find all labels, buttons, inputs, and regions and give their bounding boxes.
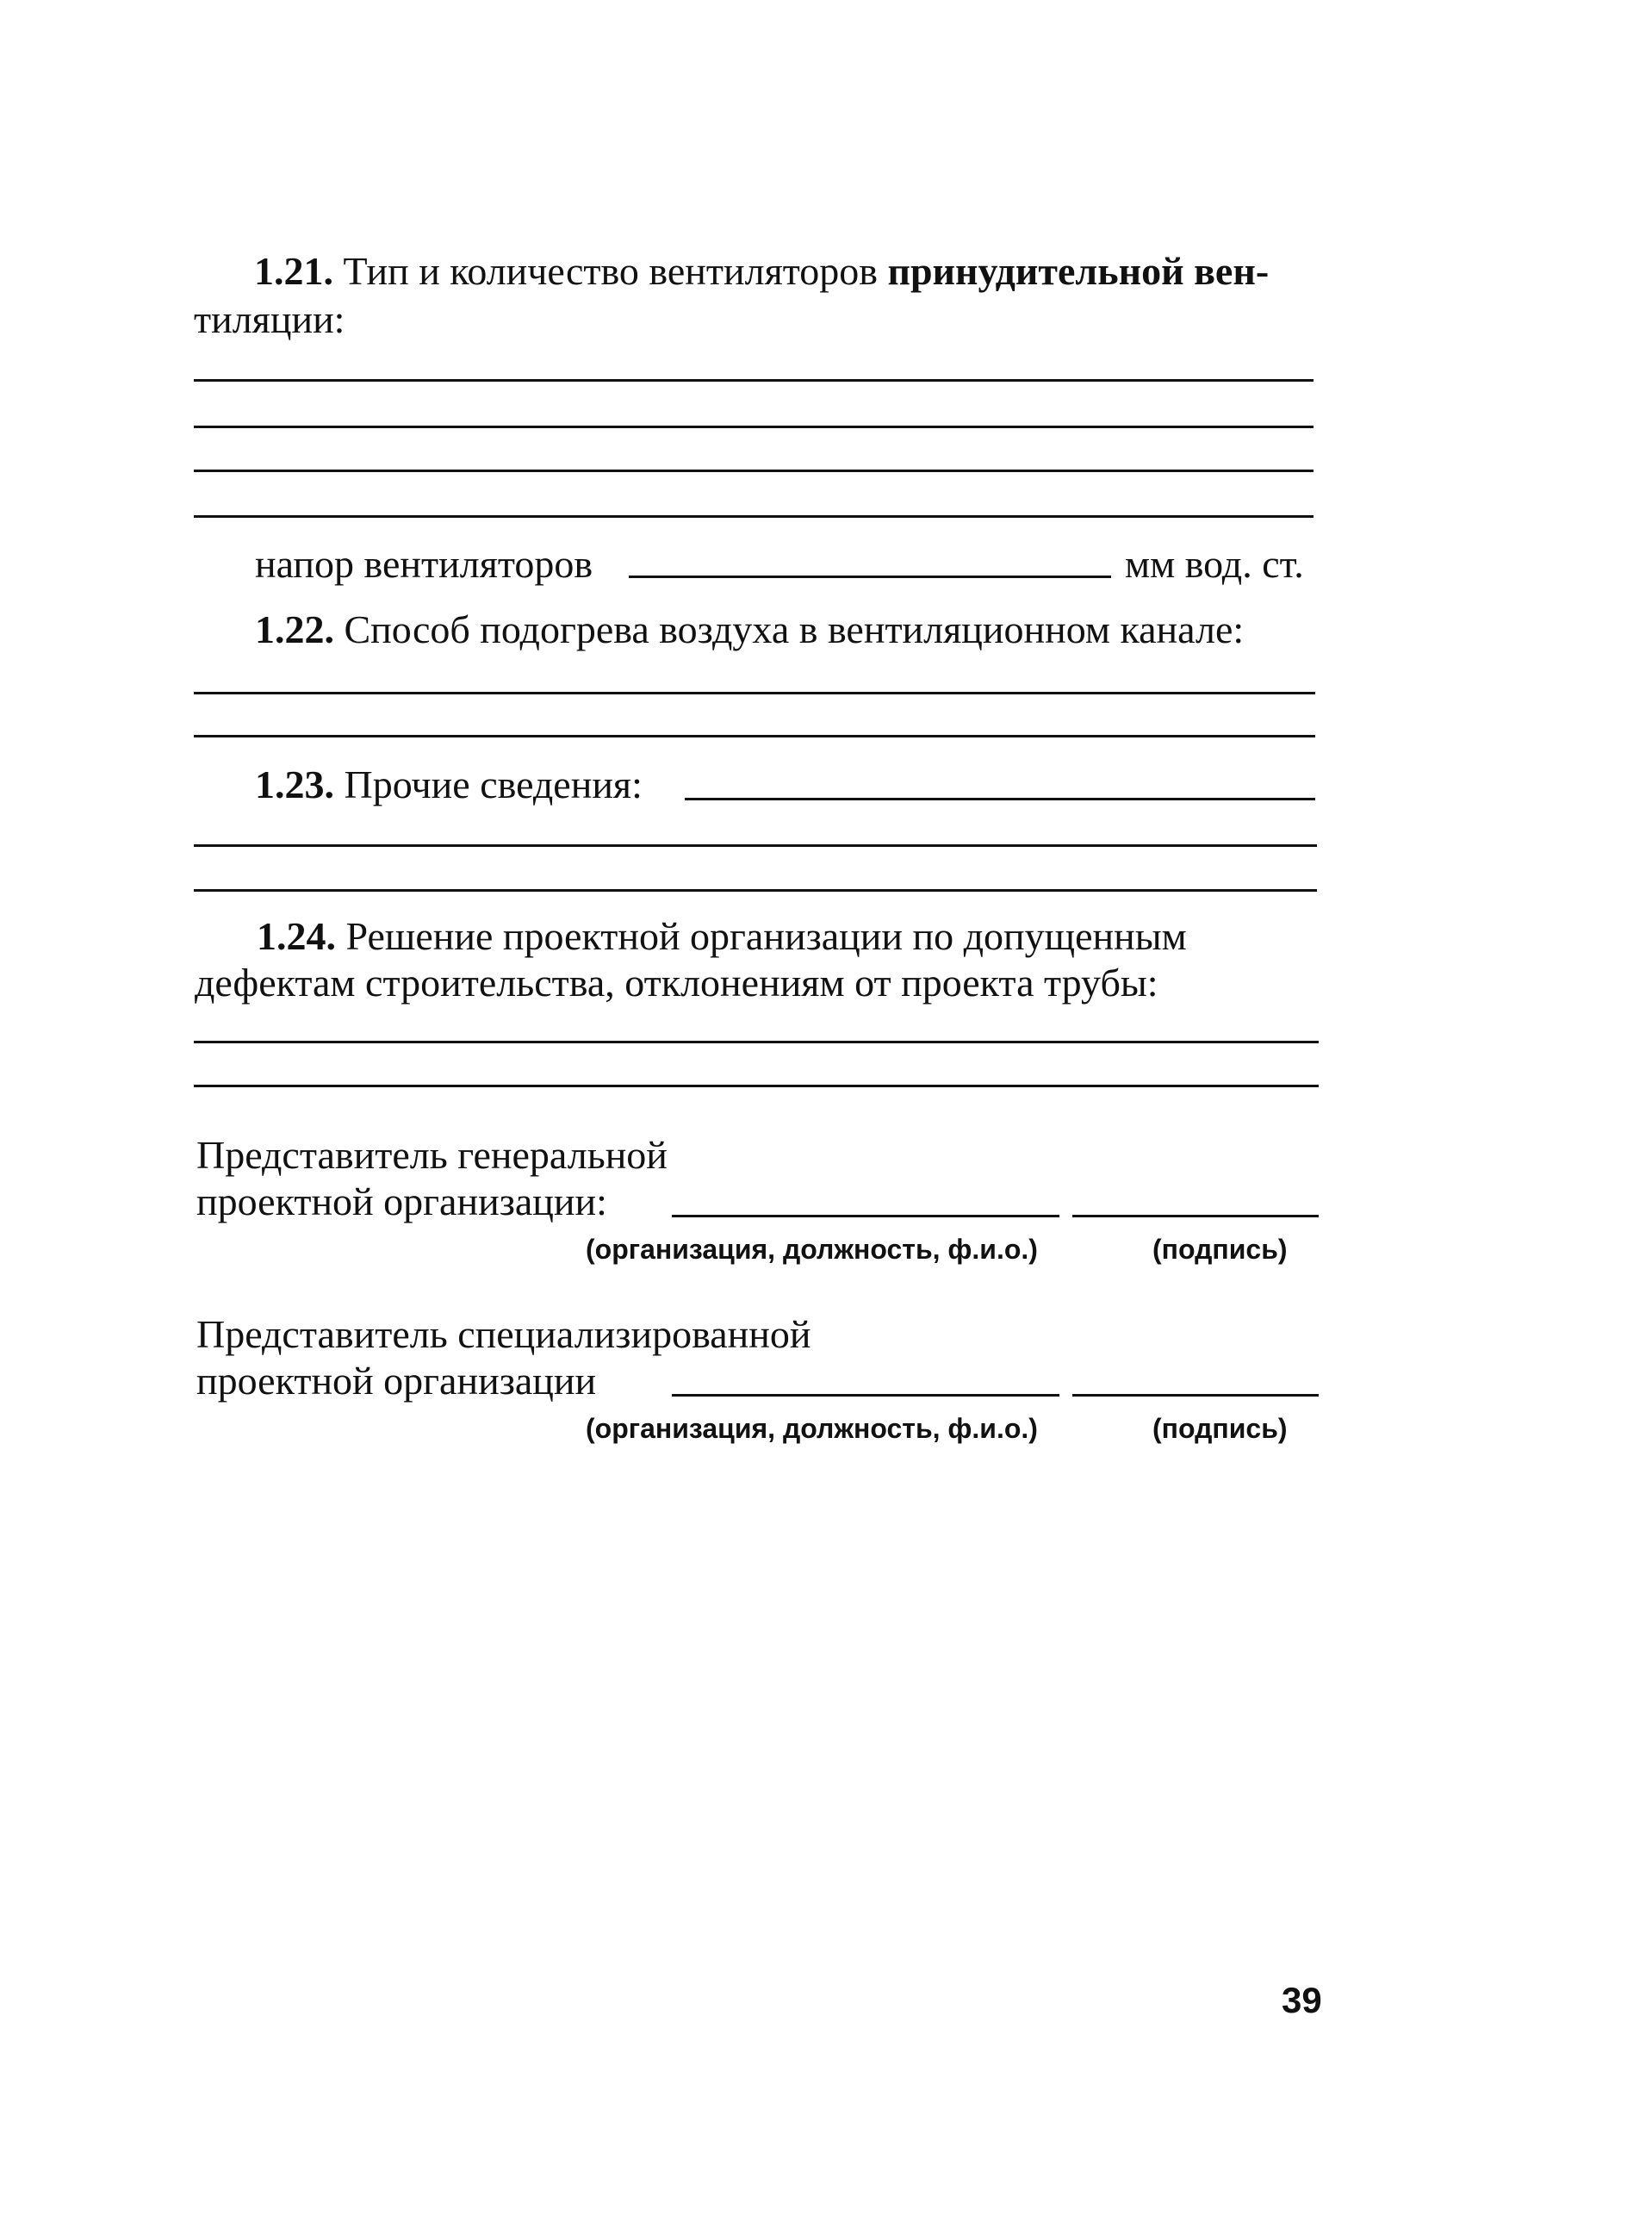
section-1-21-text: Тип и количество вентиляторов bbox=[343, 249, 878, 293]
fan-pressure-label: напор вентиляторов bbox=[255, 542, 593, 586]
section-1-21-line2: тиляции: bbox=[194, 297, 345, 341]
general-rep-org-field[interactable] bbox=[672, 1215, 1059, 1217]
page-number: 39 bbox=[1282, 1980, 1322, 2020]
section-1-24-line1 bbox=[257, 914, 1187, 958]
blank-line[interactable] bbox=[194, 735, 1315, 737]
general-rep-line1: Представитель генеральной bbox=[196, 1133, 668, 1177]
other-info-field[interactable] bbox=[685, 798, 1315, 800]
blank-line[interactable] bbox=[194, 844, 1317, 847]
special-rep-caption-org: (организация, должность, ф.и.о.) bbox=[586, 1413, 1038, 1444]
section-1-24-number: 1.24. bbox=[257, 914, 336, 958]
section-1-21-number: 1.21. bbox=[254, 249, 333, 293]
general-rep-line2: проектной организации: bbox=[196, 1179, 607, 1223]
special-rep-signature-field[interactable] bbox=[1072, 1394, 1319, 1397]
blank-line[interactable] bbox=[194, 470, 1314, 472]
blank-line[interactable] bbox=[194, 1041, 1319, 1043]
section-1-23-number: 1.23. bbox=[255, 762, 334, 806]
blank-line[interactable] bbox=[194, 426, 1314, 428]
section-1-22-text: Способ подогрева воздуха в вентиляционном канале: bbox=[344, 607, 1245, 651]
fan-pressure-field[interactable] bbox=[629, 576, 1111, 578]
blank-line[interactable] bbox=[194, 515, 1314, 518]
section-1-21-text-bold: принудительной вен- bbox=[887, 249, 1270, 293]
section-1-24-line2: дефектам строительства, отклонениям от проекта трубы: bbox=[195, 961, 1158, 1005]
fan-pressure-unit: мм вод. ст. bbox=[1125, 542, 1304, 586]
blank-line[interactable] bbox=[194, 889, 1317, 892]
special-rep-line1: Представитель специализированной bbox=[196, 1312, 811, 1356]
special-rep-org-field[interactable] bbox=[672, 1394, 1059, 1397]
section-1-23-text: Прочие сведения: bbox=[344, 762, 643, 806]
blank-line[interactable] bbox=[194, 692, 1315, 694]
section-1-21-line1 bbox=[254, 249, 1270, 293]
blank-line[interactable] bbox=[194, 379, 1314, 382]
general-rep-caption-org: (организация, должность, ф.и.о.) bbox=[586, 1234, 1038, 1265]
section-1-22 bbox=[255, 607, 1245, 651]
special-rep-caption-signature: (подпись) bbox=[1152, 1413, 1288, 1444]
section-1-24-text: Решение проектной организации по допущенным bbox=[345, 914, 1187, 958]
special-rep-line2: проектной организации bbox=[196, 1359, 597, 1403]
section-1-22-number: 1.22. bbox=[255, 607, 334, 651]
general-rep-caption-signature: (подпись) bbox=[1152, 1234, 1288, 1265]
general-rep-signature-field[interactable] bbox=[1072, 1215, 1319, 1217]
section-1-23 bbox=[255, 762, 643, 806]
blank-line[interactable] bbox=[194, 1085, 1319, 1087]
